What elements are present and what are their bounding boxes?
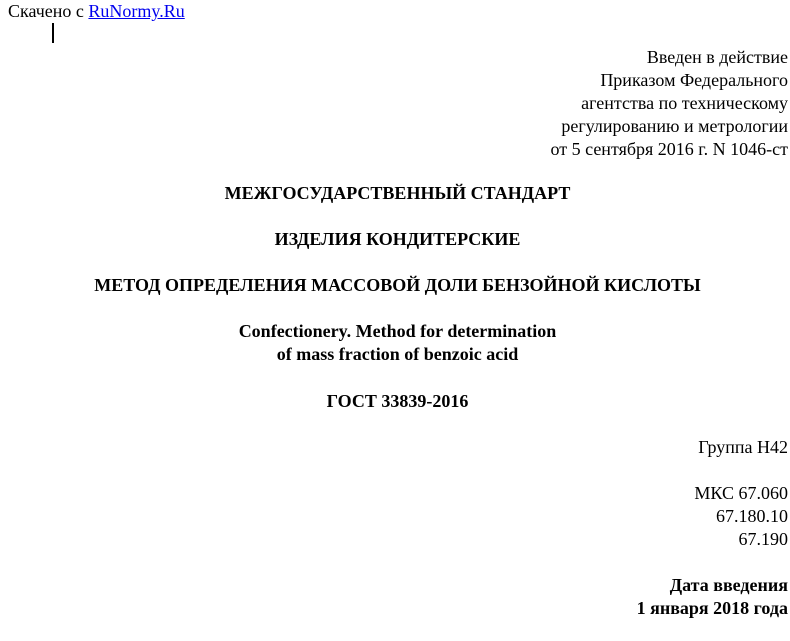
group-label: Группа Н42 (698, 437, 788, 457)
standard-code: ГОСТ 33839-2016 (326, 391, 469, 411)
english-title-line-2: of mass fraction of benzoic acid (276, 344, 519, 364)
enactment-line: агентства по техническому (581, 93, 788, 113)
enactment-line: Введен в действие (646, 47, 788, 67)
text-cursor (52, 23, 54, 43)
method-heading: МЕТОД ОПРЕДЕЛЕНИЯ МАССОВОЙ ДОЛИ БЕНЗОЙНОЙ КИСЛОТЫ (94, 275, 701, 295)
enactment-line: Приказом Федерального (600, 70, 788, 90)
mks-line: 67.190 (738, 529, 788, 549)
mks-line: 67.180.10 (716, 506, 788, 526)
enactment-line: регулированию и метрологии (561, 116, 788, 136)
enactment-note (550, 46, 788, 161)
effective-date-label: Дата введения (669, 575, 788, 595)
mks-block (694, 482, 788, 551)
download-source-line (8, 1, 185, 21)
download-source-prefix: Скачено с (8, 1, 84, 21)
group-block (698, 436, 788, 459)
product-heading: ИЗДЕЛИЯ КОНДИТЕРСКИЕ (274, 229, 521, 249)
effective-date-value: 1 января 2018 года (636, 598, 788, 618)
effective-date-block (637, 574, 788, 620)
site-link[interactable]: RuNormy.Ru (88, 1, 185, 21)
enactment-line: от 5 сентября 2016 г. N 1046-ст (550, 139, 788, 159)
mks-line: МКС 67.060 (694, 483, 788, 503)
standard-type-heading: МЕЖГОСУДАРСТВЕННЫЙ СТАНДАРТ (224, 183, 571, 203)
english-title-line-1: Confectionery. Method for determination (238, 321, 557, 341)
